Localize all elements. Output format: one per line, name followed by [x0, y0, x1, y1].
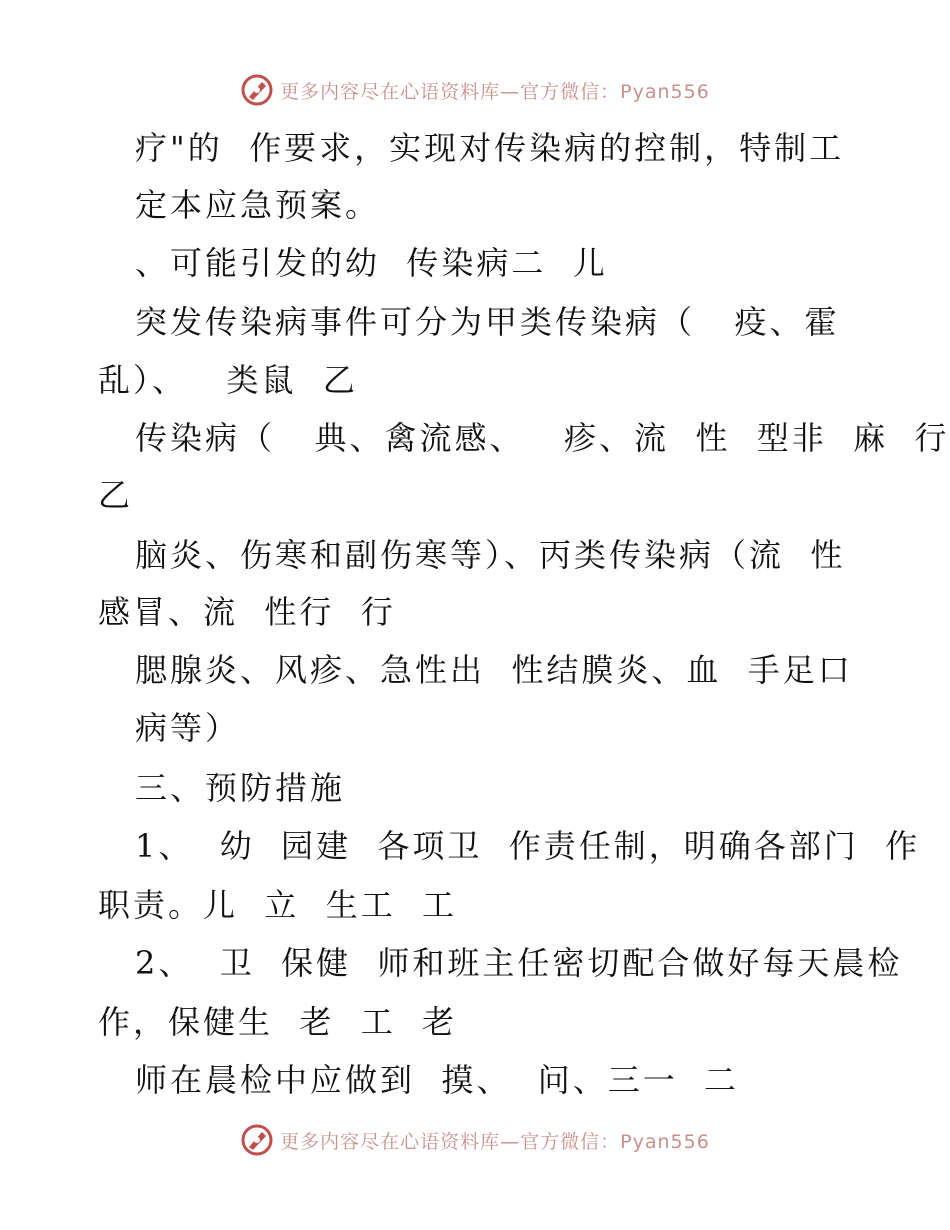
- document-line: 师在晨检中应做到 摸、 问、三一 二: [135, 1061, 740, 1099]
- document-line: 突发传染病事件可分为甲类传染病（ 疫、霍: [135, 303, 840, 341]
- document-line: 1、 幼 园建 各项卫 作责任制，明确各部门 作: [135, 827, 921, 865]
- footer-watermark: [0, 1118, 950, 1162]
- document-line: 职责。儿 立 生工 工: [98, 886, 458, 924]
- header-watermark: [0, 68, 950, 112]
- watermark-text: 更多内容尽在心语资料库—官方微信：Pyan556: [280, 80, 710, 103]
- document-line: 、可能引发的幼 传染病二 儿: [135, 244, 608, 282]
- document-line: 脑炎、伤寒和副伤寒等）、丙类传染病（流 性: [135, 536, 846, 574]
- document-line: 传染病（ 典、禽流感、 疹、流 性 型非 麻 行: [135, 419, 950, 457]
- document-line: 腮腺炎、风疹、急性出 性结膜炎、血 手足口: [135, 651, 853, 689]
- document-line: 乱）、 类鼠 乙: [98, 361, 358, 399]
- document-line: 三、预防措施: [135, 769, 346, 807]
- document-line: 作，保健生 老 工 老: [98, 1003, 458, 1041]
- document-line: 感冒、流 性行 行: [98, 593, 396, 631]
- document-line: 乙: [98, 476, 134, 514]
- document-line: 疗"的 作要求，实现对传染病的控制，特制工: [135, 129, 845, 167]
- watermark-text: 更多内容尽在心语资料库—官方微信：Pyan556: [280, 1130, 710, 1153]
- document-line: 病等）: [135, 709, 241, 747]
- pen-seal-icon: [240, 1123, 274, 1157]
- header-watermark-inner: [240, 73, 710, 107]
- footer-watermark-inner: [240, 1123, 710, 1157]
- document-line: 定本应急预案。: [135, 186, 381, 224]
- pen-seal-icon: [240, 73, 274, 107]
- document-line: 2、 卫 保健 师和班主任密切配合做好每天晨检: [135, 944, 903, 982]
